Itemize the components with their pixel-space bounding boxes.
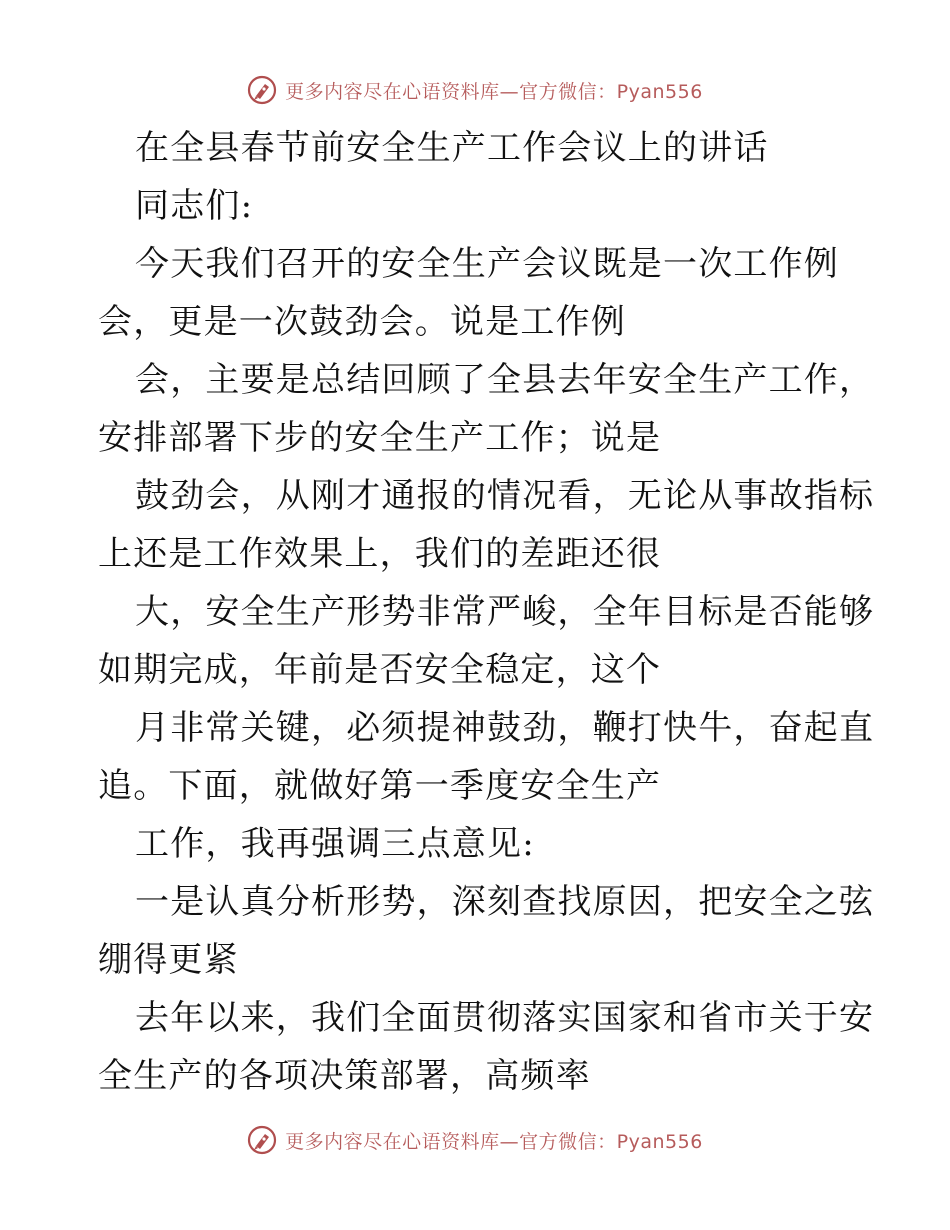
header-watermark: [0, 70, 950, 110]
pen-nib-circle-icon: [247, 1125, 277, 1155]
paragraph-line: 鼓劲会，从刚才通报的情况看，无论从事故指标: [135, 476, 875, 516]
paragraph-line: 大，安全生产形势非常严峻，全年目标是否能够: [135, 592, 875, 632]
paragraph-line: 追。下面，就做好第一季度安全生产: [98, 766, 662, 806]
paragraph-line: 全生产的各项决策部署，高频率: [98, 1056, 591, 1096]
paragraph-line: 去年以来，我们全面贯彻落实国家和省市关于安: [135, 998, 875, 1038]
watermark-text: 更多内容尽在心语资料库—官方微信：Pyan556: [285, 80, 703, 103]
section-heading-cont: 绷得更紧: [98, 940, 239, 980]
paragraph-line: 如期完成，年前是否安全稳定，这个: [98, 650, 662, 690]
section-heading: 一是认真分析形势，深刻查找原因，把安全之弦: [135, 882, 875, 922]
paragraph-line: 会，主要是总结回顾了全县去年安全生产工作，: [135, 360, 875, 400]
footer-watermark: [0, 1120, 950, 1160]
watermark-text: 更多内容尽在心语资料库—官方微信：Pyan556: [285, 1130, 703, 1153]
paragraph-line: 会，更是一次鼓劲会。说是工作例: [98, 302, 626, 342]
paragraph-line: 上还是工作效果上，我们的差距还很: [98, 534, 662, 574]
salutation: 同志们:: [135, 186, 254, 226]
paragraph-line: 今天我们召开的安全生产会议既是一次工作例: [135, 244, 839, 284]
paragraph-line: 安排部署下步的安全生产工作；说是: [98, 418, 662, 458]
paragraph-line: 工作，我再强调三点意见:: [135, 824, 535, 864]
document-title: 在全县春节前安全生产工作会议上的讲话: [135, 128, 769, 168]
paragraph-line: 月非常关键，必须提神鼓劲，鞭打快牛，奋起直: [135, 708, 875, 748]
pen-nib-circle-icon: [247, 75, 277, 105]
